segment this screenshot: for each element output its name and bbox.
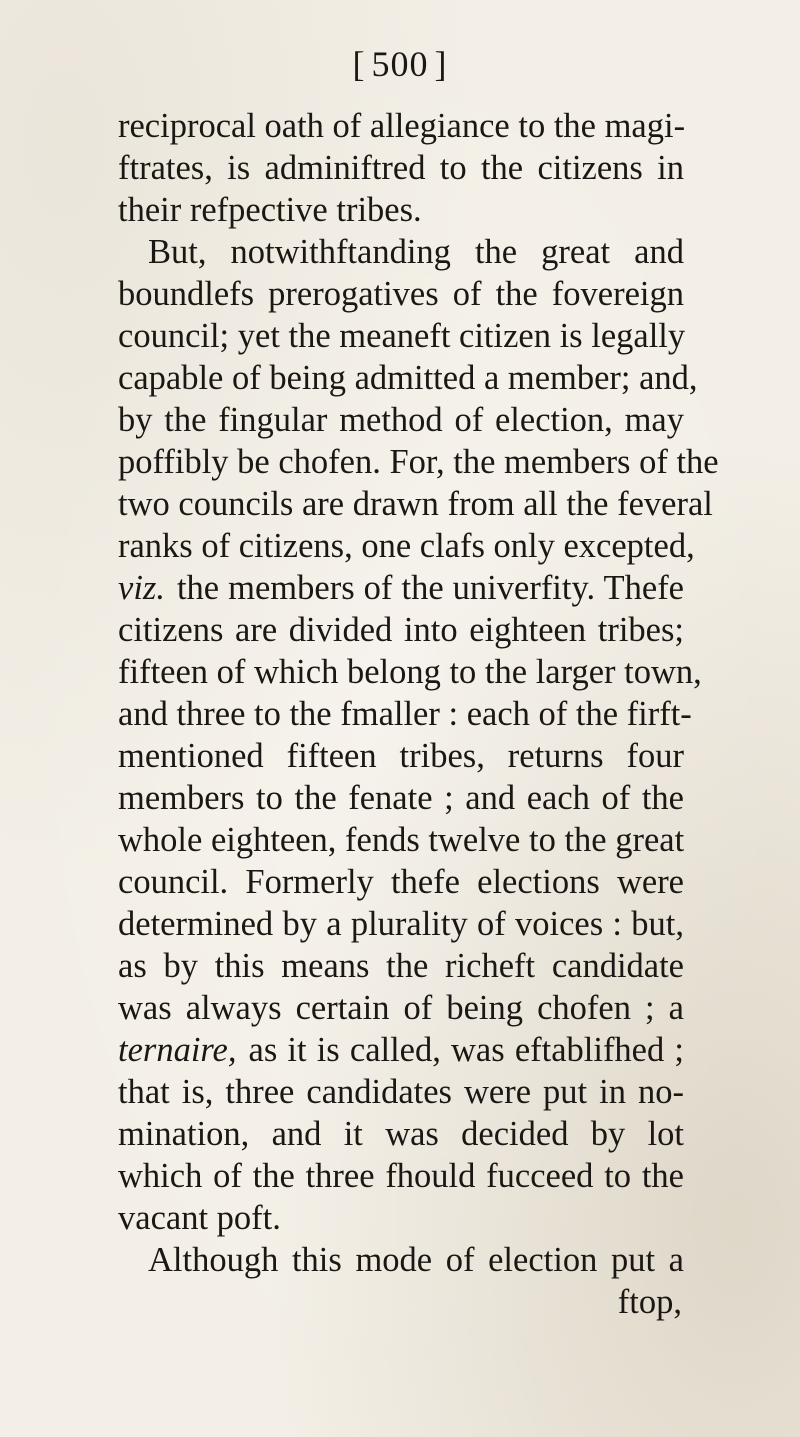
italic-word: viz. — [118, 569, 165, 607]
text-line: by the fingular method of election, may — [118, 401, 684, 439]
text-line: which of the three fhould fucceed to the — [118, 1157, 684, 1195]
text-segment: the members of the univerfity. Thefe — [176, 569, 684, 607]
text-line: But, notwithftanding the great and — [148, 233, 684, 271]
text-line: fifteen of which belong to the larger town, — [118, 653, 702, 691]
header-open-bracket: [ — [352, 44, 366, 84]
text-line: citizens are divided into eighteen tribes; — [118, 611, 684, 649]
page-number: 500 — [371, 44, 429, 84]
text-line: capable of being admitted a member; and, — [118, 359, 698, 397]
text-line: vacant poft. — [118, 1199, 281, 1237]
text-line: mination, and it was decided by lot — [118, 1115, 684, 1153]
text-line: ftrates, is adminiftred to the citizens in — [118, 149, 684, 187]
text-line: and three to the fmaller : each of the firft- — [118, 695, 692, 733]
text-segment: as it is called, was eftablifhed ; — [248, 1031, 684, 1069]
text-line: council; yet the meaneft citizen is legally — [118, 317, 686, 355]
text-line: whole eighteen, fends twelve to the great — [118, 821, 685, 859]
text-line: ranks of citizens, one clafs only excepted, — [118, 527, 695, 565]
text-line — [118, 1030, 684, 1070]
text-line: council. Formerly thefe elections were — [118, 863, 684, 901]
text-line: Although this mode of election put a — [148, 1241, 684, 1279]
text-line: their refpective tribes. — [118, 191, 422, 229]
text-line: as by this means the richeft candidate — [118, 947, 684, 985]
text-line: boundlefs prerogatives of the fovereign — [118, 275, 684, 313]
catchword: ftop, — [617, 1283, 682, 1321]
italic-word: ternaire, — [118, 1031, 237, 1069]
page-header — [0, 44, 800, 84]
text-line: that is, three candidates were put in no- — [118, 1073, 684, 1111]
header-close-bracket: ] — [434, 44, 448, 84]
text-line: reciprocal oath of allegiance to the magi- — [118, 107, 686, 145]
text-line: was always certain of being chofen ; a — [118, 989, 684, 1027]
text-line: members to the fenate ; and each of the — [118, 779, 684, 817]
text-line: mentioned fifteen tribes, returns four — [118, 737, 684, 775]
text-line: determined by a plurality of voices : but, — [118, 905, 684, 943]
text-line — [118, 568, 684, 608]
text-line: poffibly be chofen. For, the members of the — [118, 443, 719, 481]
text-line: two councils are drawn from all the feveral — [118, 485, 713, 523]
